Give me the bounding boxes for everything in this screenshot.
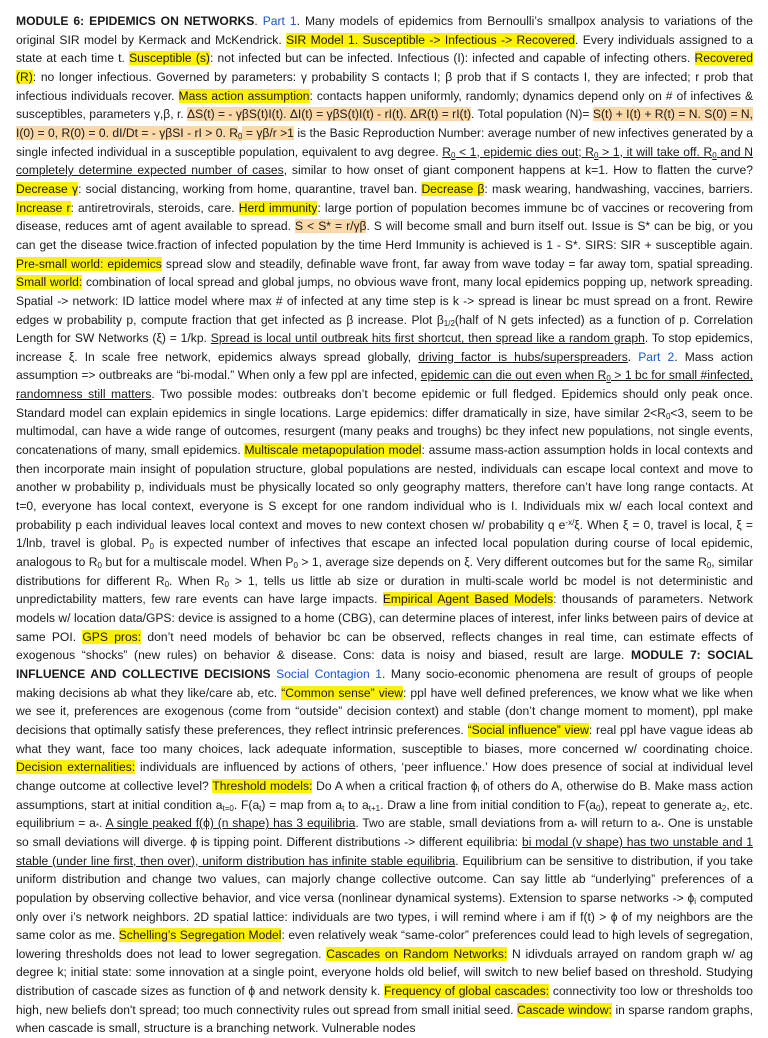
highlighted-formula: S < S* = r/γβ [295, 219, 367, 234]
text-run: . Equilibrium can be sensitive to distribution, if you take uniform distribution and change two values, can majorly change collective outcome. Can say little ab “underlying” preferences of a population by observing collective behavior, and vice versa (nonlinear dynamical systems). Extension to sparse networks -> ϕ [16, 853, 753, 905]
section-link: Social Contagion 1 [276, 666, 382, 681]
text-run: . [254, 14, 263, 28]
underlined-text: R [442, 144, 451, 159]
underlined-text: < 1, epidemic dies out; R [455, 144, 595, 159]
highlighted-term: Cascade window: [517, 1002, 612, 1017]
module-heading: MODULE 6: EPIDEMICS ON NETWORKS [16, 14, 255, 28]
text-run: , similar to how onset of giant component happens at k=1. How to flatten the curve? [283, 163, 753, 178]
text-run: > 1, tells us little ab size or duration in multi-scale world bc model is not deterministic and unpredictability matters, few rare events can have large impacts. [16, 573, 753, 607]
highlighted-term: Decrease γ [16, 181, 79, 196]
highlighted-term: Herd immunity [238, 200, 318, 215]
subscript: 0 [706, 561, 712, 571]
highlighted-term: Cascades on Random Networks: [326, 946, 508, 961]
subscript: 2 [721, 803, 727, 813]
subscript: 0 [712, 150, 717, 160]
highlighted-term: Multiscale metapopulation model [244, 443, 422, 458]
text-run: : ppl have well defined preferences, we know what we like when we see it, preferences are exogenous (come from “outside” decision context) and stable (don’t change moment to moment), ppl make decisions that optimally satisfy these preferences, they reflect intrinsic preferences. [16, 685, 753, 737]
text-run: ξ. When ξ = 0, travel is local, ξ = 1/lnb, travel is global. P [16, 517, 753, 551]
underlined-text: driving factor is hubs/superspreaders [418, 349, 628, 364]
text-run: . Total population (N)= [470, 107, 593, 122]
highlighted-term: “Common sense” view [281, 685, 403, 700]
text-run: is the Basic Reproduction Number: average number of new infectives generated by a single infected individual in a susceptible population, equivalent to avg degree. [16, 125, 753, 159]
highlighted-term: Recovered (R) [16, 51, 753, 84]
text-run: : contacts happen uniformly, randomly; dynamics depend only on # of infectives & susceptibles, parameters γ,β, r. [16, 88, 754, 122]
highlighted-term: GPS pros: [82, 629, 142, 644]
text-run: combination of local spread and global jumps, no obvious wave front, many local epidemics popping up, network spreading. Spatial -> network: ID lattice model where max # of infected at any time step is k -> spread is linear bc must spread on a front. Rewire edges w probability p, compute fraction that get infected as β increase. Plot β [16, 275, 753, 327]
highlighted-term: SIR Model 1. Susceptible -> Infectious -> Recovered [286, 32, 576, 47]
text-run: is expected number of infectives that escape an infected local population during course of local epidemic, analogous to R [16, 536, 753, 570]
subscript: 0 [164, 579, 170, 589]
text-run: . When R [169, 573, 225, 588]
subscript: 0 [97, 561, 102, 571]
underlined-text: Spread is local until outbreak hits first shortcut, then spread like a random graph [210, 331, 645, 346]
text-run: : large portion of population becomes immune bc of vaccines or recovering from disease, reduces amt of agent available to spread. [16, 200, 753, 234]
lecture-notes-body [16, 12, 753, 1038]
highlighted-term: Decrease β [421, 181, 485, 196]
subscript: i [477, 784, 480, 794]
highlighted-term: Susceptible (s) [129, 51, 210, 66]
subscript: 0 [238, 131, 243, 141]
section-link: Part 1 [262, 14, 297, 28]
text-run: ) = map from a [261, 797, 343, 812]
highlighted-term: Small world: [16, 275, 83, 290]
text-run: but for a multiscale model. When P [101, 555, 294, 570]
subscript: 0 [595, 803, 601, 813]
text-run: : antiretrovirals, steroids, care. [70, 200, 239, 215]
text-run: : even relatively weak “same-color” preferences could lead to high levels of segregation, lowering thresholds does not lead to lower segregation. [16, 928, 753, 961]
subscript: 0 [665, 411, 671, 421]
text-run: <3, seem to be multimodal, can have a wide range of outcomes, resurgent (many peaks and troughs) bc they infect new populations, not single events, concatenations of many, small epidemics. [16, 405, 753, 458]
subscript: t=0 [222, 803, 234, 813]
text-run: N idivduals arrayed on random graph w/ ag degree k; initial state: some innovation at a single point, everyone holds old belief, will switch to new belief based on threshold. Studying distribution of cascade sizes as function of ϕ and network density k. [16, 946, 753, 999]
highlighted-term: Empirical Agent Based Models [382, 592, 554, 607]
section-link: Part 2 [638, 349, 675, 364]
highlighted-term: Increase r [16, 200, 71, 215]
underlined-text: > 1 bc for small #infected, randomness still matters [16, 368, 753, 402]
text-run: : real ppl have vague ideas ab what they want, face too many choices, lack adequate information, susceptible to biases, more concerned w/ coordinating choice. [16, 722, 753, 756]
text-run: don’t need models of behavior bc can be observed, reflects changes in real time, can estimate effects of exogenous “shocks” (new rules) on behavior & disease. Cons: data is noisy and biased, result are large. [16, 629, 753, 663]
text-run: . F(a [233, 797, 260, 812]
text-run: to a [344, 797, 369, 812]
text-run: of others do A, otherwise do B. Make mass action assumptions, start at initial condition a [16, 778, 753, 812]
text-run: . One is unstable so small deviations will diverge. ϕ is tipping point. Different distributions -> different equilibria: [16, 816, 753, 849]
text-run: : social distancing, working from home, quarantine, travel ban. [78, 181, 422, 196]
underlined-text: bi modal (v shape) has two unstable and 1 stable (under line first, then over), uniform distribution has infinite stable equilibria [16, 834, 753, 868]
text-run: , etc. equilibrium = a [16, 797, 753, 831]
text-run: : thousands of parameters. Network models w/ location data/GPS: device is assigned to a home (CBG), can determine places of interest, infer links between pairs of device at same POI. [16, 592, 753, 644]
highlighted-formula: = γβ/r >1 [242, 125, 294, 140]
text-run: . S will become small and burn itself out. Issue is S* can be big, or you can get the disease twice.fraction of infected population by the time Herd Immunity is achieved is 1 - S*. SIRS: SIR + susceptible again. [16, 219, 753, 252]
text-run: spread slow and steadily, definable wave front, far away from wave today = far away tom, spatial spreading. [161, 256, 753, 271]
text-run: : no longer infectious. Governed by parameters: γ probability S contacts I; β prob that if S contacts I, they are infected; r prob that infectious individuals recover. [16, 69, 753, 103]
highlighted-term: Decision externalities: [16, 760, 136, 775]
subscript: 0 [606, 374, 611, 384]
subscript: t [259, 803, 262, 813]
subscript: i [694, 896, 697, 906]
text-run: in sparse random graphs, when cascade is small, structure is a branching network. Vulnerable nodes [16, 1002, 753, 1036]
highlighted-term: “Social influence” view [467, 722, 589, 737]
text-run: > 1, average size depends on ξ. Very different outcomes but for the same R [297, 555, 707, 570]
underlined-text: > 1, it will take off. R [598, 144, 713, 159]
text-run: . Every individuals assigned to a state at each time t. [16, 32, 753, 66]
text-run: Do A when a critical fraction ϕ [312, 778, 478, 793]
text-run: . [99, 816, 106, 831]
text-run: : mask wearing, handwashing, vaccines, barriers. [484, 181, 754, 196]
text-run: . Draw a line from initial condition to F(a [380, 797, 596, 812]
text-run: . Two are stable, small deviations from a [355, 816, 575, 831]
text-run: . To stop epidemics, increase ξ. In scale free network, epidemics always spread globally, [16, 331, 753, 364]
text-run: : not infected but can be infected. Infectious (I): infected and capable of infecting others. [209, 51, 695, 66]
text-run: , similar distributions for different R [16, 555, 754, 588]
subscript: * [574, 822, 578, 832]
highlighted-formula: ΔS(t) = - γβS(t)I(t). ΔI(t) = γβS(t)I(t) - rI(t). ΔR(t) = rI(t) [187, 107, 471, 122]
text-run: ), repeat to generate a [600, 797, 722, 812]
text-run: individuals are influenced by actions of others, ‘peer influence.’ How does presence of social at individual level change outcome at collective level? [16, 760, 753, 793]
underlined-text: and N completely determine expected number of cases [16, 144, 753, 178]
subscript: 0 [149, 542, 154, 552]
text-run: computed only over i’s network neighbors. 2D spatial lattice: individuals are two types, i will remind where i am if f(t) > ϕ of my neighbors are the same color as me. [16, 890, 753, 943]
highlighted-term: Mass action assumption [178, 88, 310, 103]
text-run: will return to a [577, 816, 658, 831]
text-run: . Many socio-economic phenomena are result of groups of people making decisions ab what they like/care ab, etc. [16, 666, 753, 700]
subscript: 0 [224, 579, 229, 589]
subscript: 0 [594, 150, 599, 160]
module-heading: MODULE 7: SOCIAL INFLUENCE AND COLLECTIVE DECISIONS [16, 648, 753, 681]
highlighted-term: Threshold models: [212, 778, 313, 793]
highlighted-term: Schelling’s Segregation Model [118, 928, 282, 943]
subscript: 0 [293, 561, 298, 571]
highlighted-formula: S(t) + I(t) + R(t) = N. S(0) = N, I(0) = 0, R(0) = 0. dI/Dt = - γβSI - rI > 0. R [16, 107, 754, 140]
highlighted-term: Frequency of global cascades: [384, 984, 550, 999]
subscript: 0 [450, 150, 456, 160]
text-run: : assume mass-action assumption holds in local contexts and then incorporate main insight of population structure, global populations are nested, individuals can escape local context and move to another w probability p, individuals must be physically located so only geography matters, therefore can’t have long range contacts. At t=0, everyone has local context, everyone is S except for one random individual who is I. Individuals mix w/ each local context and probability p each individual leaves local context and moves to new context chosen w/ probability q e [16, 443, 753, 532]
text-run: . Many models of epidemics from Bernoulli’s smallpox analysis to variations of the original SIR model by Kermack and McKendrick. [16, 14, 753, 47]
text-run: . [627, 349, 639, 364]
subscript: * [657, 822, 661, 832]
text-run: . Mass action assumption => outbreaks are “bi-modal.” When only a few ppl are infected, [16, 349, 753, 383]
text-run: (half of N gets infected) as a function of p. Correlation Length for SW Networks (ξ) = 1/kp. [16, 312, 754, 346]
text-run: . Two possible modes: outbreaks don’t become epidemic or full fledged. Epidemics should only peak once. Standard model can explain epidemics in single locations. Large epidemics: differ dramatically in size, have similar 2<R [16, 387, 753, 420]
highlighted-term: Pre-small world: epidemics [16, 256, 162, 271]
underlined-text: A single peaked f(ϕ) (n shape) has 3 equilibria [105, 816, 356, 831]
text-run: connectivity too low or thresholds too high, new beliefs don't spread; too much connectivity rules out spread from small initial seed. [16, 984, 753, 1017]
superscript: -x/ [565, 517, 575, 527]
subscript: 1/2 [443, 318, 455, 328]
underlined-text: epidemic can die out even when R [420, 368, 607, 383]
subscript: t+1 [368, 803, 381, 813]
subscript: * [95, 822, 100, 832]
subscript: t [342, 803, 345, 813]
